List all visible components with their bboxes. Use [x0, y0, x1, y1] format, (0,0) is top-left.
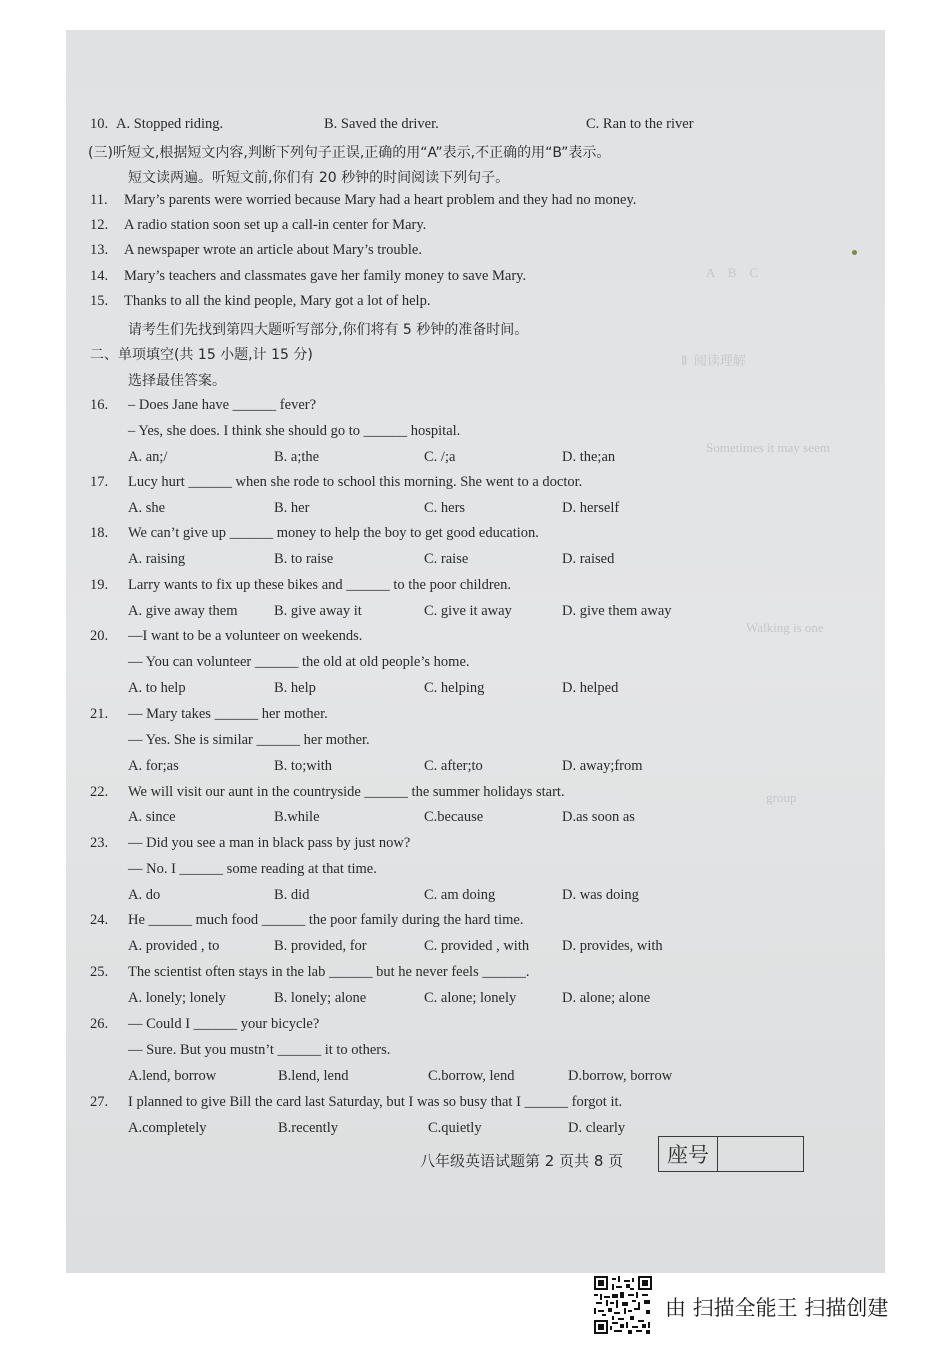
q16-option-b: B. a;the	[274, 449, 320, 465]
q23-option-a: A. do	[128, 887, 161, 903]
q21-option-b: B. to;with	[274, 758, 333, 774]
q24-option-a: A. provided , to	[128, 938, 220, 954]
q22-option-a: A. since	[128, 809, 176, 825]
ink-dot	[852, 250, 857, 255]
q17-option-c: C. hers	[424, 500, 466, 516]
part2-instruction: 选择最佳答案。	[128, 373, 226, 389]
q27-option-a: A.completely	[128, 1120, 207, 1136]
q27-number: 27.	[90, 1094, 109, 1110]
q27-option-d: D. clearly	[568, 1120, 626, 1136]
tf-11-number: 11.	[90, 192, 108, 208]
q25-option-c: C. alone; lonely	[424, 990, 517, 1006]
q26-option-a: A.lend, borrow	[128, 1068, 217, 1084]
tf-15-number: 15.	[90, 293, 109, 309]
q16-line-1: – Does Jane have ______ fever?	[128, 397, 317, 413]
q22-option-b: B.while	[274, 809, 320, 825]
q21-option-a: A. for;as	[128, 758, 179, 774]
q25-option-b: B. lonely; alone	[274, 990, 367, 1006]
q25-option-d: D. alone; alone	[562, 990, 651, 1006]
q21-line-1: — Mary takes ______ her mother.	[128, 706, 328, 722]
q23-number: 23.	[90, 835, 109, 851]
q19-option-c: C. give it away	[424, 603, 512, 619]
q24-option-b: B. provided, for	[274, 938, 367, 954]
q25-option-a: A. lonely; lonely	[128, 990, 226, 1006]
q10-option-b: B. Saved the driver.	[324, 116, 439, 132]
prep-note: 请考生们先找到第四大题听写部分,你们将有 5 秒钟的准备时间。	[128, 322, 529, 338]
q18-option-c: C. raise	[424, 551, 469, 567]
q22-option-d: D.as soon as	[562, 809, 635, 825]
q20-option-a: A. to help	[128, 680, 186, 696]
page-footer: 八年级英语试题第 2 页共 8 页	[420, 1152, 624, 1170]
q24-option-c: C. provided , with	[424, 938, 530, 954]
q19-line-1: Larry wants to fix up these bikes and ______ to the poor children.	[128, 577, 511, 593]
tf-12-text: A radio station soon set up a call-in center for Mary.	[124, 217, 427, 233]
q23-option-c: C. am doing	[424, 887, 496, 903]
q19-option-d: D. give them away	[562, 603, 672, 619]
q27-line-1: I planned to give Bill the card last Saturday, but I was so busy that I ______ forgot it.	[128, 1094, 623, 1110]
q26-option-b: B.lend, lend	[278, 1068, 349, 1084]
tf-13-text: A newspaper wrote an article about Mary’s trouble.	[124, 242, 422, 258]
q18-option-b: B. to raise	[274, 551, 334, 567]
scanner-watermark: 由 扫描全能王 扫描创建	[665, 1296, 889, 1320]
tf-13-number: 13.	[90, 242, 109, 258]
q24-option-d: D. provides, with	[562, 938, 663, 954]
q20-line-1: —I want to be a volunteer on weekends.	[128, 628, 363, 644]
q20-line-2: — You can volunteer ______ the old at old people’s home.	[128, 654, 470, 670]
q24-line-1: He ______ much food ______ the poor family during the hard time.	[128, 912, 524, 928]
q22-number: 22.	[90, 784, 109, 800]
q10-number: 10.	[90, 116, 109, 132]
q26-number: 26.	[90, 1016, 109, 1032]
q18-option-a: A. raising	[128, 551, 186, 567]
q20-number: 20.	[90, 628, 109, 644]
q20-option-d: D. helped	[562, 680, 619, 696]
tf-14-number: 14.	[90, 268, 109, 284]
q17-option-b: B. her	[274, 500, 310, 516]
q20-option-c: C. helping	[424, 680, 485, 696]
q19-number: 19.	[90, 577, 109, 593]
q26-line-1: — Could I ______ your bicycle?	[128, 1016, 320, 1032]
q20-option-b: B. help	[274, 680, 316, 696]
q25-line-1: The scientist often stays in the lab ______ but he never feels ______.	[128, 964, 530, 980]
part2-title: 二、单项填空(共 15 小题,计 15 分)	[90, 347, 313, 363]
q21-number: 21.	[90, 706, 109, 722]
q26-line-2: — Sure. But you mustn’t ______ it to others.	[128, 1042, 391, 1058]
q16-line-2: – Yes, she does. I think she should go to ______ hospital.	[128, 423, 461, 439]
exam-page: A B C Ⅱ 阅读理解 Sometimes it may seem Walking is one group 10. A. Stopped riding. B. Saved the driver. C. Ran to the river (三)听短文,根据短文内容,判断下列句子正误,正确的用“A”表示,不正确的用“B”表示。 短文读两遍。听短文前,你们有 20 秒钟的时间阅读下列句子。 11. Mary’s parents were worried because Mary had a heart problem and they had no money. 12. A radio station soon set up a call-in center for Mary. 13. A newspaper wrote an article about Mary’s trouble. 14. Mary’s teachers and classmates gave her family money to save Mary. 15. Thanks to all the kind people, Mary got a lot of help. 请考生们先找到第四大题听写部分,你们将有 5 秒钟的准备时间。 二、单项填空(共 15 小题,计 15 分) 选择最佳答案。 16. – Does Jane have ______ fever? – Yes, she does. I think she should go to ______ hospital. A. an;/ B. a;the C. /;a D. the;an 17. Lucy hurt ______ when she rode to school this morning. She went to a doctor. A. she B. her C. hers D. herself 18. We can’t give up ______ money to help the boy to get good education. A. raising B. to raise C. raise D. raised 19. Larry wants to fix up these bikes and ______ to the poor children. A. give away them B. give away it C. give it away D. give them away 20. —I want to be a volunteer on weekends. — You can volunteer ______ the old at old people’s home. A. to help B. help C. helping D. helped 21. — Mary takes ______ her mother. — Yes. She is similar ______ her mother. A. for;as B. to;with C. after;to D. away;from 22. We will visit our aunt in the countryside ______ the summer holidays start. A. since B.while C.because D.as soon as 23. — Did you see a man in black pass by just now? — No. I ______ some reading at that time. A. do B. did C. am doing D. was doing 24. He ______ much food ______ the poor family during the hard time. A. provided , to B. provided, for C. provided , with D. provides, with 25. The scientist often stays in the lab ______ but he never feels ______. A. lonely; lonely B. lonely; alone C. alone; lonely D. alone; alone 26. — Could I ______ your bicycle? — Sure. But you mustn’t ______ it to others. A.lend, borrow B.lend, lend C.borrow, lend D.borrow, borrow 27. I planned to give Bill the card last Saturday, but I was so busy that I ______ forgot it. A.completely B.recently C.quietly D. clearly 八年级英语试题第 2 页共 8 页 座号	[66, 30, 885, 1273]
q18-option-d: D. raised	[562, 551, 615, 567]
q21-option-c: C. after;to	[424, 758, 483, 774]
q18-line-1: We can’t give up ______ money to help the boy to get good education.	[128, 525, 539, 541]
seat-number-box	[658, 1136, 804, 1172]
q26-option-d: D.borrow, borrow	[568, 1068, 673, 1084]
q26-option-c: C.borrow, lend	[428, 1068, 515, 1084]
tf-15-text: Thanks to all the kind people, Mary got a lot of help.	[124, 293, 431, 309]
q21-line-2: — Yes. She is similar ______ her mother.	[128, 732, 370, 748]
q22-line-1: We will visit our aunt in the countryside ______ the summer holidays start.	[128, 784, 565, 800]
q18-number: 18.	[90, 525, 109, 541]
tf-11-text: Mary’s parents were worried because Mary had a heart problem and they had no money.	[124, 192, 637, 208]
q24-number: 24.	[90, 912, 109, 928]
section3-instruction-2: 短文读两遍。听短文前,你们有 20 秒钟的时间阅读下列句子。	[128, 170, 510, 186]
q23-line-1: — Did you see a man in black pass by just now?	[128, 835, 411, 851]
q17-number: 17.	[90, 474, 109, 490]
q19-option-b: B. give away it	[274, 603, 362, 619]
tf-12-number: 12.	[90, 217, 109, 233]
seat-number-blank	[718, 1137, 803, 1171]
q17-line-1: Lucy hurt ______ when she rode to school this morning. She went to a doctor.	[128, 474, 583, 490]
q16-option-c: C. /;a	[424, 449, 456, 465]
q21-option-d: D. away;from	[562, 758, 643, 774]
q17-option-d: D. herself	[562, 500, 620, 516]
tf-14-text: Mary’s teachers and classmates gave her family money to save Mary.	[124, 268, 527, 284]
q23-option-d: D. was doing	[562, 887, 639, 903]
q19-option-a: A. give away them	[128, 603, 238, 619]
q25-number: 25.	[90, 964, 109, 980]
q22-option-c: C.because	[424, 809, 484, 825]
seat-number-label: 座号	[659, 1137, 718, 1171]
q27-option-c: C.quietly	[428, 1120, 482, 1136]
q27-option-b: B.recently	[278, 1120, 338, 1136]
q23-line-2: — No. I ______ some reading at that time.	[128, 861, 377, 877]
q17-option-a: A. she	[128, 500, 166, 516]
q16-number: 16.	[90, 397, 109, 413]
q23-option-b: B. did	[274, 887, 310, 903]
qr-code-icon	[594, 1276, 652, 1334]
section3-instruction-1: (三)听短文,根据短文内容,判断下列句子正误,正确的用“A”表示,不正确的用“B”表示。	[88, 145, 611, 161]
q10-option-c: C. Ran to the river	[586, 116, 694, 132]
q16-option-a: A. an;/	[128, 449, 168, 465]
q10-option-a: A. Stopped riding.	[116, 116, 224, 132]
q16-option-d: D. the;an	[562, 449, 616, 465]
